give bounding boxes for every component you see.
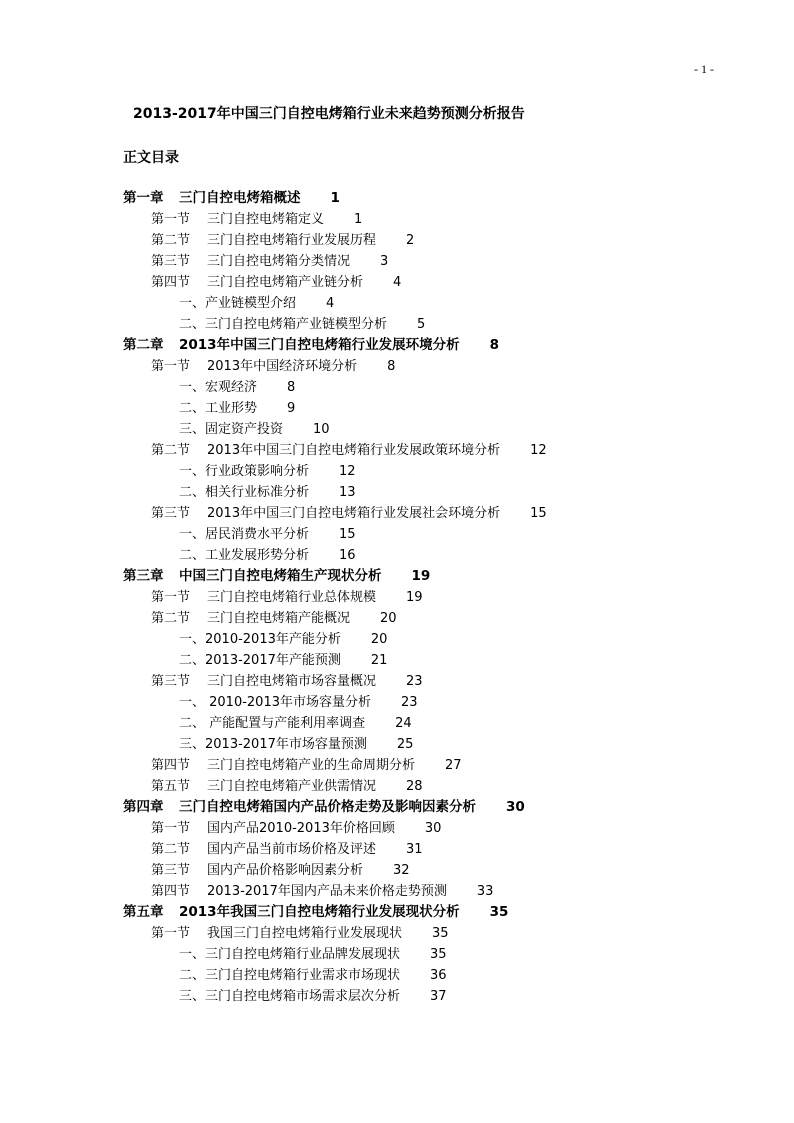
toc-page-number: 1	[354, 212, 363, 227]
toc-page-number: 36	[430, 968, 447, 983]
toc-entry-text: 2013年中国三门自控电烤箱行业发展政策环境分析	[207, 443, 501, 458]
toc-page-number: 2	[406, 233, 415, 248]
toc-page-number: 1	[330, 190, 340, 206]
toc-page-number: 35	[489, 904, 509, 920]
toc-entry-label: 第三节	[151, 254, 191, 269]
toc-entry-text: 三、2013-2017年市场容量预测	[179, 737, 367, 752]
toc-section-row	[0, 776, 794, 797]
toc-section-row	[0, 587, 794, 608]
toc-chapter-row	[0, 335, 794, 356]
toc-entry-label: 第四节	[151, 884, 191, 899]
toc-entry-label: 第五章	[123, 904, 164, 920]
toc-page-number: 30	[424, 821, 442, 836]
toc-page-number: 19	[406, 590, 423, 605]
page-number: - 1 -	[694, 62, 714, 76]
toc-entry-label: 第三章	[123, 568, 164, 584]
toc-section-row	[0, 923, 794, 944]
toc-chapter-row	[0, 566, 794, 587]
toc-entry-label: 第一节	[151, 926, 191, 941]
toc-page-number: 4	[393, 275, 402, 290]
toc-page-number: 12	[530, 443, 547, 458]
toc-page-number: 16	[339, 548, 356, 563]
toc-entry-text: 一、 2010-2013年市场容量分析	[179, 695, 371, 710]
toc-item-row	[0, 944, 794, 965]
toc-section-row	[0, 860, 794, 881]
toc-entry-text: 三门自控电烤箱行业总体规模	[207, 590, 377, 605]
toc-entry-text: 2013年中国经济环境分析	[207, 359, 358, 374]
toc-page-number: 30	[506, 799, 525, 815]
toc-entry-text: 二、工业发展形势分析	[179, 548, 310, 563]
toc-item-row	[0, 461, 794, 482]
toc-section-row	[0, 881, 794, 902]
toc-entry-label: 第二章	[123, 337, 164, 353]
toc-entry-label: 第三节	[151, 674, 191, 689]
toc-entry-text: 一、三门自控电烤箱行业品牌发展现状	[179, 947, 401, 962]
toc-item-row	[0, 986, 794, 1007]
toc-entry-label: 第二节	[151, 233, 191, 248]
document-title: 2013-2017年中国三门自控电烤箱行业未来趋势预测分析报告	[133, 106, 525, 122]
toc-chapter-row	[0, 902, 794, 923]
toc-entry-label: 第二节	[151, 842, 191, 857]
toc-entry-text: 三、固定资产投资	[179, 422, 284, 437]
toc-section-row	[0, 209, 794, 230]
toc-entry-text: 一、2010-2013年产能分析	[179, 632, 341, 647]
toc-page-number: 21	[370, 653, 388, 668]
toc-page-number: 19	[411, 568, 431, 584]
toc-entry-text: 一、行业政策影响分析	[179, 464, 310, 479]
toc-page-number: 10	[313, 422, 330, 437]
toc-entry-text: 2013年中国三门自控电烤箱行业发展环境分析	[179, 337, 460, 353]
toc-entry-text: 三门自控电烤箱国内产品价格走势及影响因素分析	[179, 799, 476, 815]
toc-section-row	[0, 503, 794, 524]
toc-entry-label: 第三节	[151, 506, 191, 521]
toc-chapter-row	[0, 797, 794, 818]
toc-entry-text: 一、产业链模型介绍	[179, 296, 297, 311]
toc-item-row	[0, 398, 794, 419]
toc-item-row	[0, 692, 794, 713]
toc-entry-text: 中国三门自控电烤箱生产现状分析	[179, 568, 382, 584]
toc-page-number: 35	[432, 926, 449, 941]
toc-section-row	[0, 818, 794, 839]
toc-page-number: 15	[339, 527, 356, 542]
toc-entry-text: 国内产品当前市场价格及评述	[207, 842, 377, 857]
toc-section-row	[0, 272, 794, 293]
toc-entry-text: 二、三门自控电烤箱行业需求市场现状	[179, 968, 401, 983]
toc-entry-text: 三门自控电烤箱定义	[207, 212, 325, 227]
toc-entry-text: 三门自控电烤箱产业链分析	[207, 275, 364, 290]
toc-page-number: 8	[387, 359, 396, 374]
toc-entry-text: 三门自控电烤箱产业供需情况	[207, 779, 377, 794]
toc-entry-label: 第二节	[151, 443, 191, 458]
toc-entry-label: 第一节	[151, 590, 191, 605]
toc-entry-label: 第一节	[151, 359, 191, 374]
toc-entry-text: 二、相关行业标准分析	[179, 485, 310, 500]
toc-entry-label: 第四章	[123, 799, 164, 815]
toc-item-row	[0, 419, 794, 440]
toc-section-row	[0, 755, 794, 776]
toc-page-number: 15	[530, 506, 547, 521]
toc-entry-label: 第四节	[151, 758, 191, 773]
toc-section-row	[0, 251, 794, 272]
toc-entry-text: 国内产品价格影响因素分析	[207, 863, 364, 878]
toc-entry-label: 第一章	[123, 190, 164, 206]
toc-page-number: 5	[417, 317, 426, 332]
toc-page-number: 23	[401, 695, 418, 710]
toc-page-number: 20	[370, 632, 388, 647]
toc-item-row	[0, 965, 794, 986]
toc-item-row	[0, 629, 794, 650]
toc-entry-text: 二、 产能配置与产能利用率调查	[179, 716, 366, 731]
toc-entry-text: 2013年中国三门自控电烤箱行业发展社会环境分析	[207, 506, 501, 521]
toc-section-row	[0, 608, 794, 629]
toc-page-number: 12	[339, 464, 356, 479]
toc-page-number: 20	[380, 611, 397, 626]
toc-entry-label: 第五节	[151, 779, 191, 794]
toc-section-row	[0, 440, 794, 461]
toc-heading: 正文目录	[123, 150, 179, 166]
toc-page-number: 37	[430, 989, 447, 1004]
toc-chapter-row	[0, 188, 794, 209]
toc-entry-text: 一、宏观经济	[179, 380, 258, 395]
toc-entry-text: 三门自控电烤箱概述	[179, 190, 301, 206]
toc-entry-text: 三门自控电烤箱行业发展历程	[207, 233, 377, 248]
toc-page-number: 33	[476, 884, 494, 899]
toc-entry-text: 三门自控电烤箱市场容量概况	[207, 674, 377, 689]
toc-section-row	[0, 839, 794, 860]
toc-entry-text: 2013年我国三门自控电烤箱行业发展现状分析	[179, 904, 460, 920]
toc-entry-text: 一、居民消费水平分析	[179, 527, 310, 542]
toc-entry-label: 第一节	[151, 821, 191, 836]
toc-page-number: 28	[406, 779, 423, 794]
toc-section-row	[0, 230, 794, 251]
toc-entry-label: 第三节	[151, 863, 191, 878]
toc-page-number: 32	[393, 863, 410, 878]
toc-entry-text: 三门自控电烤箱产业的生命周期分析	[207, 758, 416, 773]
toc-item-row	[0, 482, 794, 503]
toc-entry-text: 二、2013-2017年产能预测	[179, 653, 341, 668]
toc-page-number: 27	[445, 758, 462, 773]
toc-item-row	[0, 314, 794, 335]
toc-item-row	[0, 650, 794, 671]
toc-item-row	[0, 545, 794, 566]
toc-page-number: 24	[395, 716, 412, 731]
toc-page-number: 9	[287, 401, 296, 416]
toc-entry-text: 三、三门自控电烤箱市场需求层次分析	[179, 989, 401, 1004]
toc-page-number: 4	[326, 296, 335, 311]
toc-page-number: 13	[339, 485, 356, 500]
toc-entry-text: 二、三门自控电烤箱产业链模型分析	[179, 317, 388, 332]
toc-entry-label: 第二节	[151, 611, 191, 626]
toc-item-row	[0, 524, 794, 545]
toc-page-number: 8	[287, 380, 296, 395]
toc-entry-text: 我国三门自控电烤箱行业发展现状	[207, 926, 403, 941]
toc-item-row	[0, 293, 794, 314]
toc-page-number: 3	[380, 254, 389, 269]
toc-entry-label: 第四节	[151, 275, 191, 290]
toc-entry-text: 国内产品2010-2013年价格回顾	[207, 821, 395, 836]
toc-item-row	[0, 377, 794, 398]
toc-item-row	[0, 713, 794, 734]
toc-section-row	[0, 356, 794, 377]
toc-page-number: 35	[430, 947, 447, 962]
toc-entry-text: 三门自控电烤箱产能概况	[207, 611, 351, 626]
toc-section-row	[0, 671, 794, 692]
toc-entry-text: 二、工业形势	[179, 401, 258, 416]
toc-item-row	[0, 734, 794, 755]
toc-page-number: 23	[406, 674, 423, 689]
toc-entry-text: 三门自控电烤箱分类情况	[207, 254, 351, 269]
table-of-contents	[0, 188, 794, 1007]
toc-page-number: 8	[489, 337, 499, 353]
toc-entry-label: 第一节	[151, 212, 191, 227]
toc-page-number: 31	[406, 842, 423, 857]
toc-page-number: 25	[396, 737, 414, 752]
toc-entry-text: 2013-2017年国内产品未来价格走势预测	[207, 884, 447, 899]
